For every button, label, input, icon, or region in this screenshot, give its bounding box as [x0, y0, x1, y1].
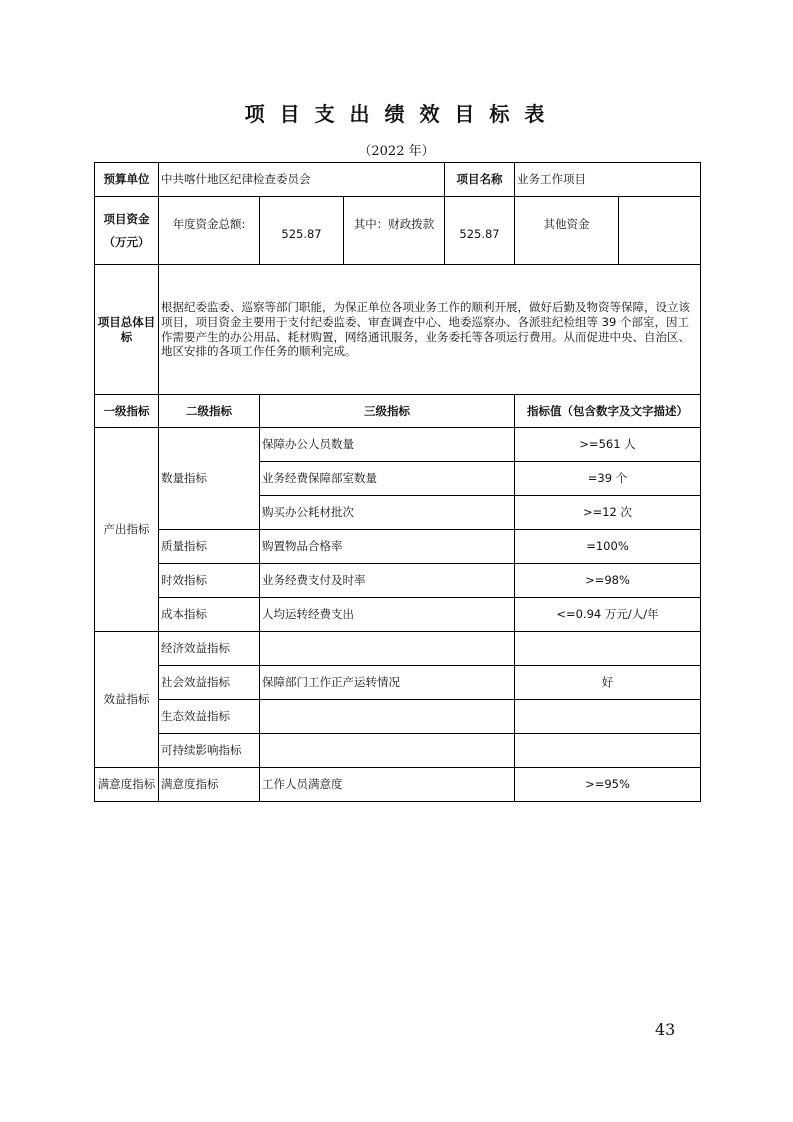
- performance-target-table: [94, 162, 701, 802]
- indicator-row: [95, 768, 701, 802]
- level2-indicator: 可持续影响指标: [159, 734, 260, 768]
- indicator-row: [95, 700, 701, 734]
- overall-goal-text: 根据纪委监委、巡察等部门职能，为保正单位各项业务工作的顺利开展，做好后勤及物资等保障，设立该项目，项目资金主要用于支付纪委监委、审查调查中心、地委巡察办、各派驻纪检组等 39 个部室，因工作需要产生的办公用品、耗材购置，网络通讯服务，业务委托等各项运行费用。从而促进中央、自治区、地区安排的各项工作任务的顺利完成。: [159, 265, 701, 395]
- level3-indicator: 工作人员满意度: [260, 768, 515, 802]
- project-funds-label-line1: 项目资金: [103, 211, 150, 226]
- indicator-value: =100%: [515, 530, 701, 564]
- indicator-row: [95, 564, 701, 598]
- level3-indicator: 保障部门工作正产运转情况: [260, 666, 515, 700]
- overall-goal-label-line2: 标: [120, 329, 133, 344]
- value-column-header: 指标值（包含数字及文字描述）: [515, 395, 701, 428]
- level3-indicator: 保障办公人员数量: [260, 428, 515, 462]
- annual-total-label: 年度资金总额:: [159, 197, 260, 265]
- other-funds-value: [619, 197, 701, 265]
- indicator-value: 好: [515, 666, 701, 700]
- level3-indicator: [260, 700, 515, 734]
- level1-indicator: 满意度指标: [95, 768, 159, 802]
- level2-indicator: 生态效益指标: [159, 700, 260, 734]
- level3-indicator: [260, 734, 515, 768]
- indicator-header-row: [95, 395, 701, 428]
- level3-indicator: 购买办公耗材批次: [260, 496, 515, 530]
- indicator-value: >=98%: [515, 564, 701, 598]
- annual-total-value: 525.87: [260, 197, 344, 265]
- level3-indicator: 人均运转经费支出: [260, 598, 515, 632]
- level2-indicator: 成本指标: [159, 598, 260, 632]
- indicator-row: [95, 598, 701, 632]
- document-title: 项 目 支 出 绩 效 目 标 表: [244, 102, 549, 126]
- project-name-value: 业务工作项目: [515, 163, 701, 197]
- project-funds-label: [95, 197, 159, 265]
- level3-indicator: [260, 632, 515, 666]
- page-number: 43: [655, 1020, 676, 1039]
- other-funds-label: 其他资金: [515, 197, 619, 265]
- indicator-value: >=561 人: [515, 428, 701, 462]
- level2-indicator: 时效指标: [159, 564, 260, 598]
- indicator-value: =39 个: [515, 462, 701, 496]
- level1-indicator: 产出指标: [95, 428, 159, 632]
- budget-unit-label: 预算单位: [95, 163, 159, 197]
- indicator-row: [95, 632, 701, 666]
- indicator-row: [95, 666, 701, 700]
- indicator-row: [95, 734, 701, 768]
- level3-indicator: 购置物品合格率: [260, 530, 515, 564]
- overall-goal-label: [95, 265, 159, 395]
- level3-column-header: 三级指标: [260, 395, 515, 428]
- fiscal-allocation-label: 其中：财政拨款: [344, 197, 445, 265]
- level1-indicator: 效益指标: [95, 632, 159, 768]
- indicator-value: >=12 次: [515, 496, 701, 530]
- level2-indicator: 数量指标: [159, 428, 260, 530]
- project-funds-label-line2: （万元）: [103, 234, 150, 249]
- level3-indicator: 业务经费支付及时率: [260, 564, 515, 598]
- document-year: （2022 年）: [358, 144, 435, 159]
- indicator-value: [515, 734, 701, 768]
- level3-indicator: 业务经费保障部室数量: [260, 462, 515, 496]
- level1-column-header: 一级指标: [95, 395, 159, 428]
- indicator-value: [515, 632, 701, 666]
- budget-unit-value: 中共喀什地区纪律检查委员会: [159, 163, 445, 197]
- indicator-row: [95, 530, 701, 564]
- indicator-row: [95, 428, 701, 462]
- indicator-value: >=95%: [515, 768, 701, 802]
- indicator-value: [515, 700, 701, 734]
- indicator-value: <=0.94 万元/人/年: [515, 598, 701, 632]
- level2-indicator: 社会效益指标: [159, 666, 260, 700]
- level2-indicator: 经济效益指标: [159, 632, 260, 666]
- overall-goal-label-line1: 项目总体目: [97, 314, 156, 329]
- project-name-label: 项目名称: [445, 163, 515, 197]
- level2-column-header: 二级指标: [159, 395, 260, 428]
- level2-indicator: 质量指标: [159, 530, 260, 564]
- fiscal-allocation-value: 525.87: [445, 197, 515, 265]
- level2-indicator: 满意度指标: [159, 768, 260, 802]
